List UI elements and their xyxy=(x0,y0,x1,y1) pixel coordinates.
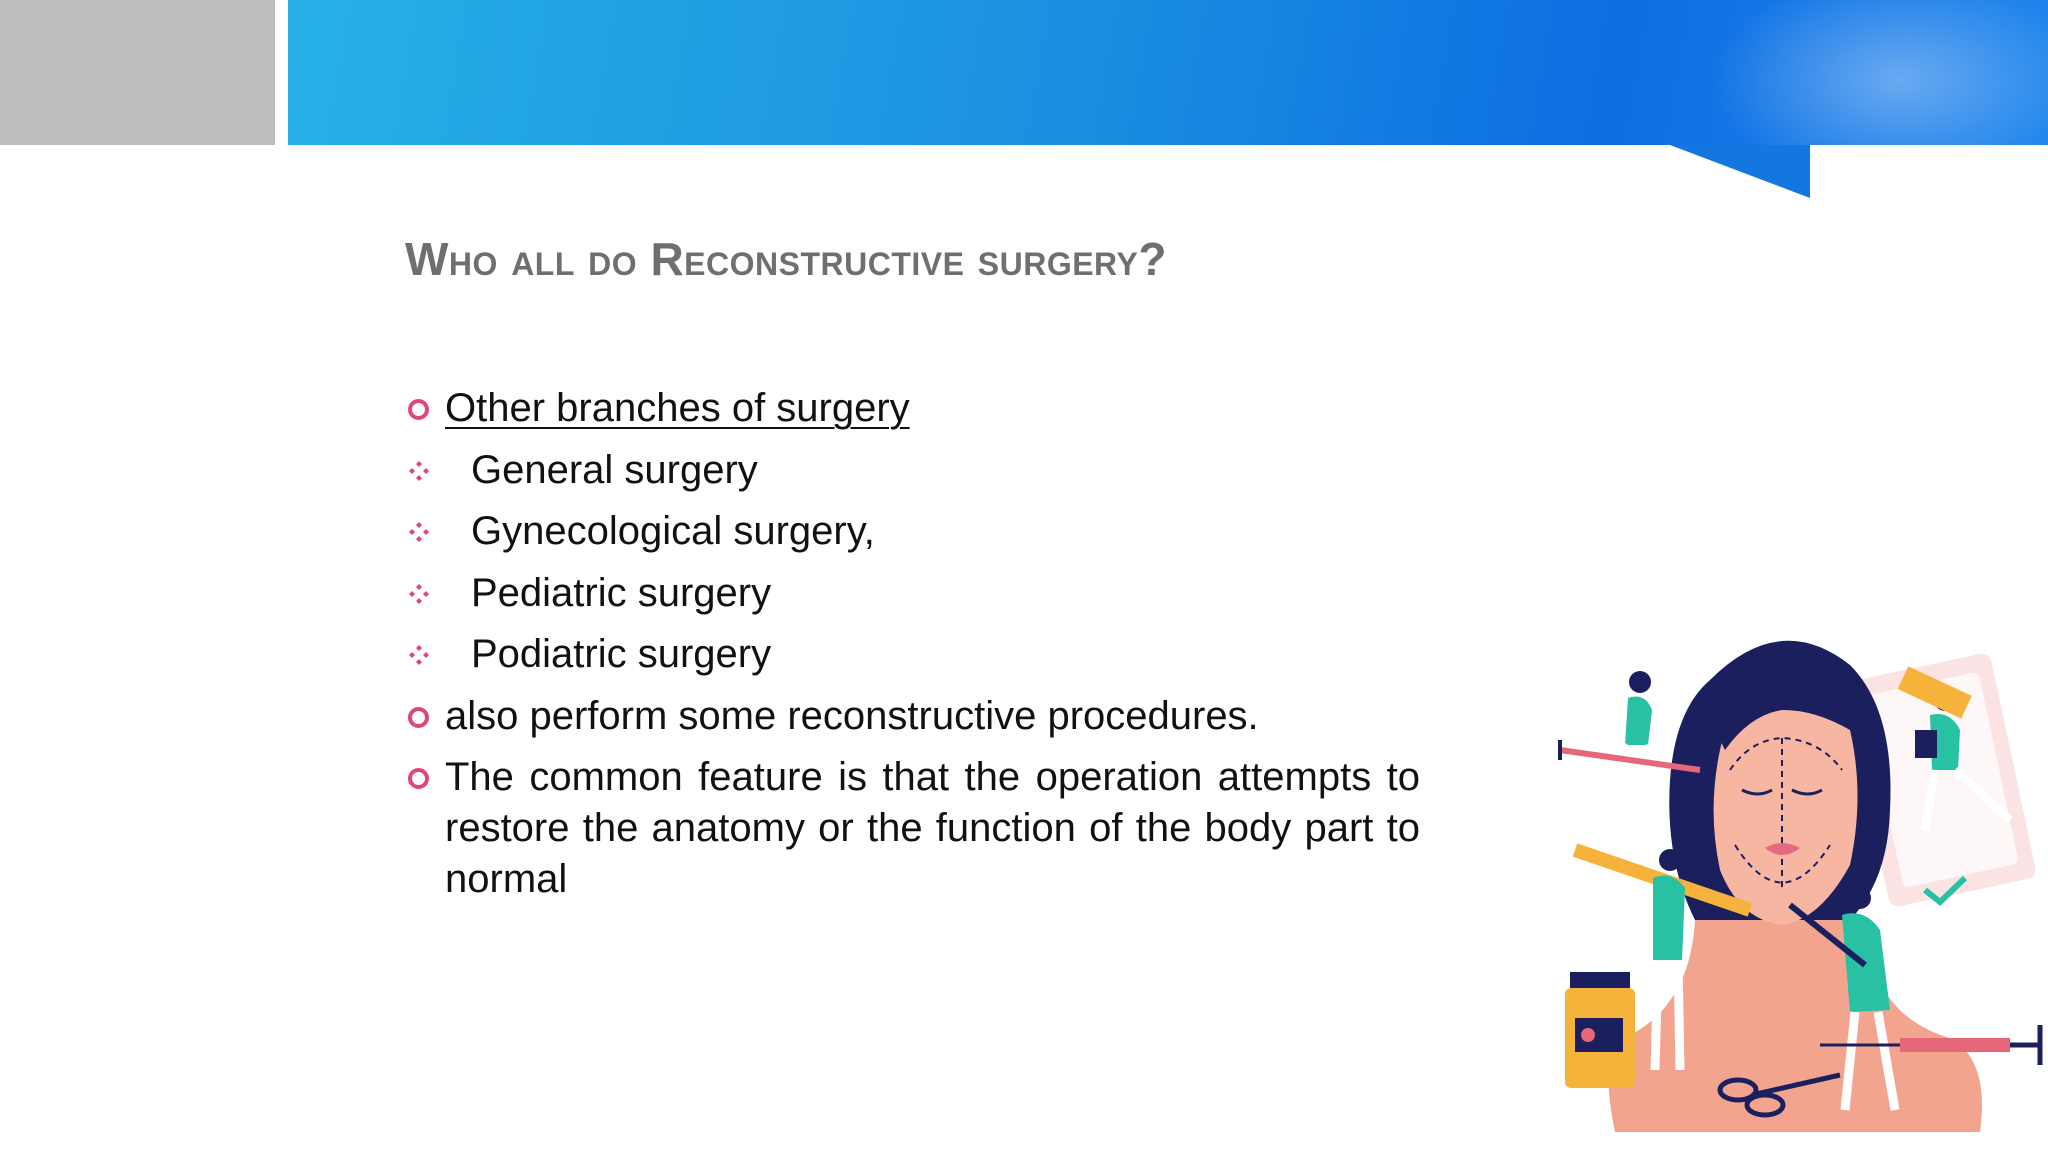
banner-tab-shape xyxy=(0,0,2048,200)
medicine-jar-icon xyxy=(1565,972,1635,1088)
diamond-bullet-icon xyxy=(407,459,431,483)
bullet-text: Gynecological surgery, xyxy=(471,509,875,553)
slide-title: Who all do Reconstructive surgery? xyxy=(405,233,1167,285)
cosmetic-surgery-illustration xyxy=(1520,620,2048,1132)
bullet-item xyxy=(405,629,1420,680)
bullet-item xyxy=(405,752,1420,905)
diamond-bullet-icon xyxy=(407,520,431,544)
bullet-text: Pediatric surgery xyxy=(471,570,772,615)
bullet-text: Other branches of surgery xyxy=(445,386,910,430)
bullet-item xyxy=(405,383,1420,434)
bullet-text: The common feature is that the operation attempts to restore the anatomy or the function of the body part to normal xyxy=(445,755,1420,901)
diamond-bullet-icon xyxy=(407,582,431,606)
bullet-list xyxy=(405,383,1420,916)
bullet-item xyxy=(405,506,1420,557)
bullet-item xyxy=(405,568,1420,619)
bullet-item xyxy=(405,445,1420,496)
bullet-item xyxy=(405,691,1420,742)
bullet-text: General surgery xyxy=(471,447,758,492)
diamond-bullet-icon xyxy=(407,643,431,667)
bullet-text: also perform some reconstructive procedures. xyxy=(445,693,1259,738)
bullet-text: Podiatric surgery xyxy=(471,632,772,676)
